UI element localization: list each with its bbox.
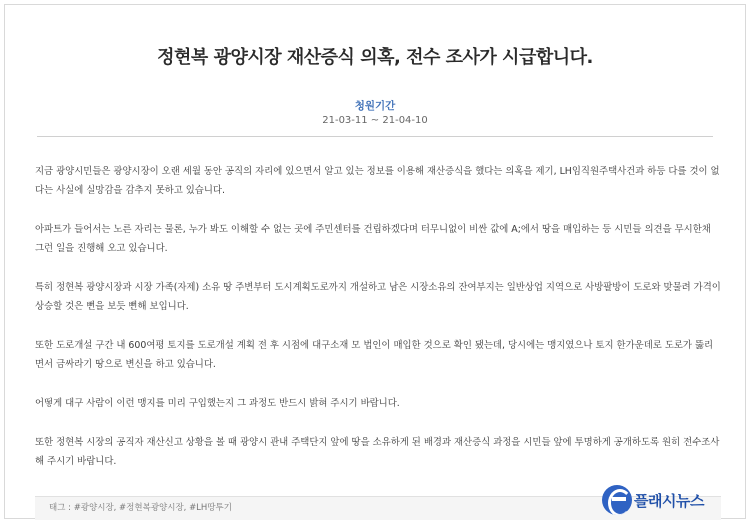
title-divider	[37, 136, 713, 137]
petition-period-value: 21-03-11 ~ 21-04-10	[322, 115, 428, 126]
petition-body	[35, 162, 721, 491]
petition-paragraph: 아파트가 들어서는 노른 자리는 물론, 누가 봐도 이해할 수 없는 곳에 주민센터를 건립하겠다며 터무니없이 비싼 값에 A;에서 땅을 매입하는 등 시민들 의견을 무시한채 그런 일을 진행해 오고 있습니다.	[35, 224, 711, 254]
petition-paragraph: 지금 광양시민들은 광양시장이 오랜 세월 동안 공직의 자리에 있으면서 알고 있는 정보를 이용해 재산증식을 했다는 의혹을 제기, LH임직원주택사건과 하등 다를 것이 없다는 사실에 실망감을 감추지 못하고 있습니다.	[35, 166, 720, 196]
petition-tags: 태그 : #광양시장, #정현복광양시장, #LH땅투기	[35, 496, 721, 520]
petition-title: 정현복 광양시장 재산증식 의혹, 전수 조사가 시급합니다.	[157, 47, 593, 68]
watermark-text: 플래시뉴스	[634, 491, 704, 510]
petition-paragraph: 어떻게 대구 사람이 이런 맹지를 미리 구입했는지 그 과정도 반드시 밝혀 주시기 바랍니다.	[35, 398, 400, 409]
petition-paragraph: 또한 도로개설 구간 내 600여평 토지를 도로개설 계획 전 후 시점에 대구소재 모 법인이 매입한 것으로 확인 됐는데, 당시에는 맹지였으나 토지 한가운데로 도로가 뚫리면서 금싸라기 땅으로 변신을 하고 있습니다.	[35, 340, 714, 370]
petition-paragraph: 또한 정현복 시장의 공직자 재산신고 상황을 볼 때 광양시 관내 주택단지 앞에 땅을 소유하게 된 배경과 재산증식 과정을 시민들 앞에 투명하게 공개하도록 원히 전수조사 해 주시기 바랍니다.	[35, 437, 720, 467]
petition-card	[4, 4, 746, 519]
flash-news-logo-icon	[602, 485, 632, 515]
petition-period-label: 청원기간	[354, 100, 396, 112]
petition-paragraph: 특히 정현복 광양시장과 시장 가족(자제) 소유 땅 주변부터 도시계획도로까지 개설하고 남은 시장소유의 잔여부지는 일반상업 지역으로 사방팔방이 도로와 맞물려 가격이 상승할 것은 뻔을 보듯 뻔해 보입니다.	[35, 282, 721, 312]
watermark	[602, 485, 704, 515]
